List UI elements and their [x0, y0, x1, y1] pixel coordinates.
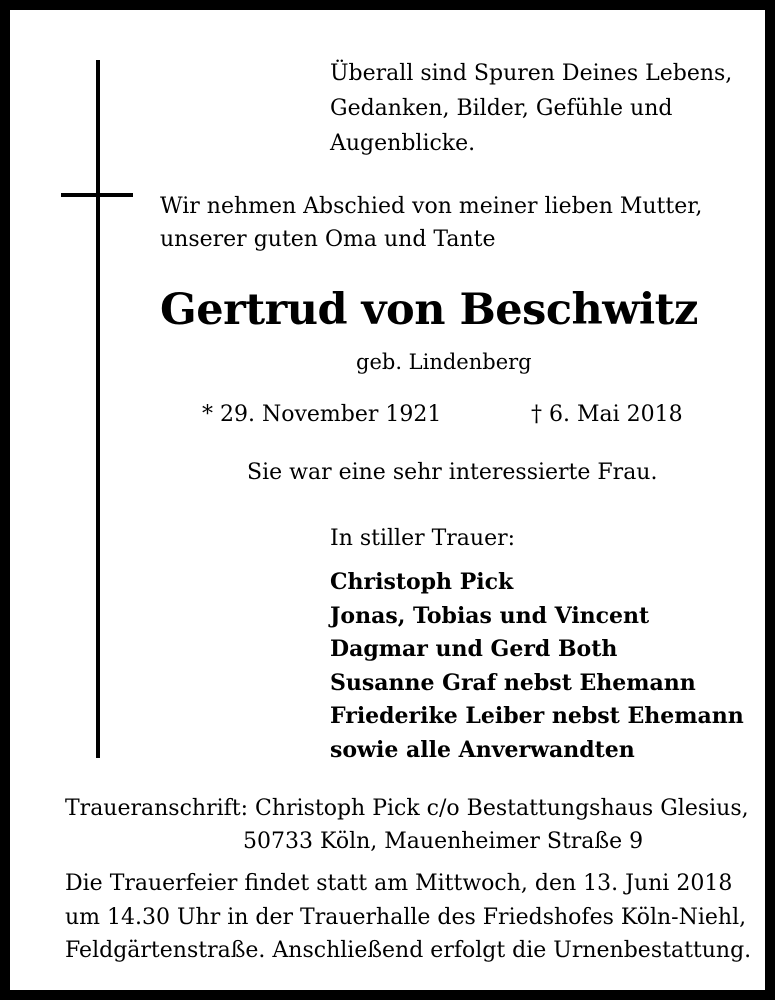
- funeral-ceremony-info: [65, 867, 751, 968]
- mourner-name: Jonas, Tobias und Vincent: [330, 602, 650, 629]
- farewell-line: unserer guten Oma und Tante: [160, 227, 496, 252]
- farewell-line: Wir nehmen Abschied von meiner lieben Mutter,: [160, 194, 703, 219]
- mourning-address-line2: 50733 Köln, Mauenheimer Straße 9: [243, 829, 644, 854]
- poem-line: Augenblicke.: [330, 131, 476, 156]
- birth-date: * 29. November 1921: [202, 402, 442, 427]
- death-date: † 6. Mai 2018: [531, 402, 683, 427]
- mourner-name: Dagmar und Gerd Both: [330, 636, 618, 662]
- ceremony-line: um 14.30 Uhr in der Trauerhalle des Friedshofes Köln-Niehl,: [65, 904, 747, 930]
- farewell-text: [160, 190, 702, 256]
- poem-line: Überall sind Spuren Deines Lebens,: [330, 61, 733, 86]
- tribute-line: Sie war eine sehr interessierte Frau.: [247, 460, 658, 485]
- poem-line: Gedanken, Bilder, Gefühle und: [330, 96, 673, 121]
- mourning-heading: In stiller Trauer:: [330, 526, 516, 551]
- mourner-name: Susanne Graf nebst Ehemann: [330, 669, 696, 696]
- mourner-name: Friederike Leiber nebst Ehemann: [330, 703, 744, 729]
- poem: [330, 56, 732, 161]
- deceased-name: Gertrud von Beschwitz: [160, 285, 698, 335]
- mourners-list: [330, 566, 744, 767]
- cross-horizontal-bar: [61, 193, 133, 197]
- cross-vertical-bar: [96, 60, 100, 758]
- mourning-address-line1: Traueranschrift: Christoph Pick c/o Bestattungshaus Glesius,: [65, 796, 749, 821]
- maiden-name: geb. Lindenberg: [356, 350, 532, 374]
- mourner-name: sowie alle Anverwandten: [330, 736, 635, 763]
- mourner-name: Christoph Pick: [330, 569, 514, 595]
- ceremony-line: Feldgärtenstraße. Anschließend erfolgt die Urnenbestattung.: [65, 938, 752, 963]
- ceremony-line: Die Trauerfeier findet statt am Mittwoch, den 13. Juni 2018: [65, 871, 733, 896]
